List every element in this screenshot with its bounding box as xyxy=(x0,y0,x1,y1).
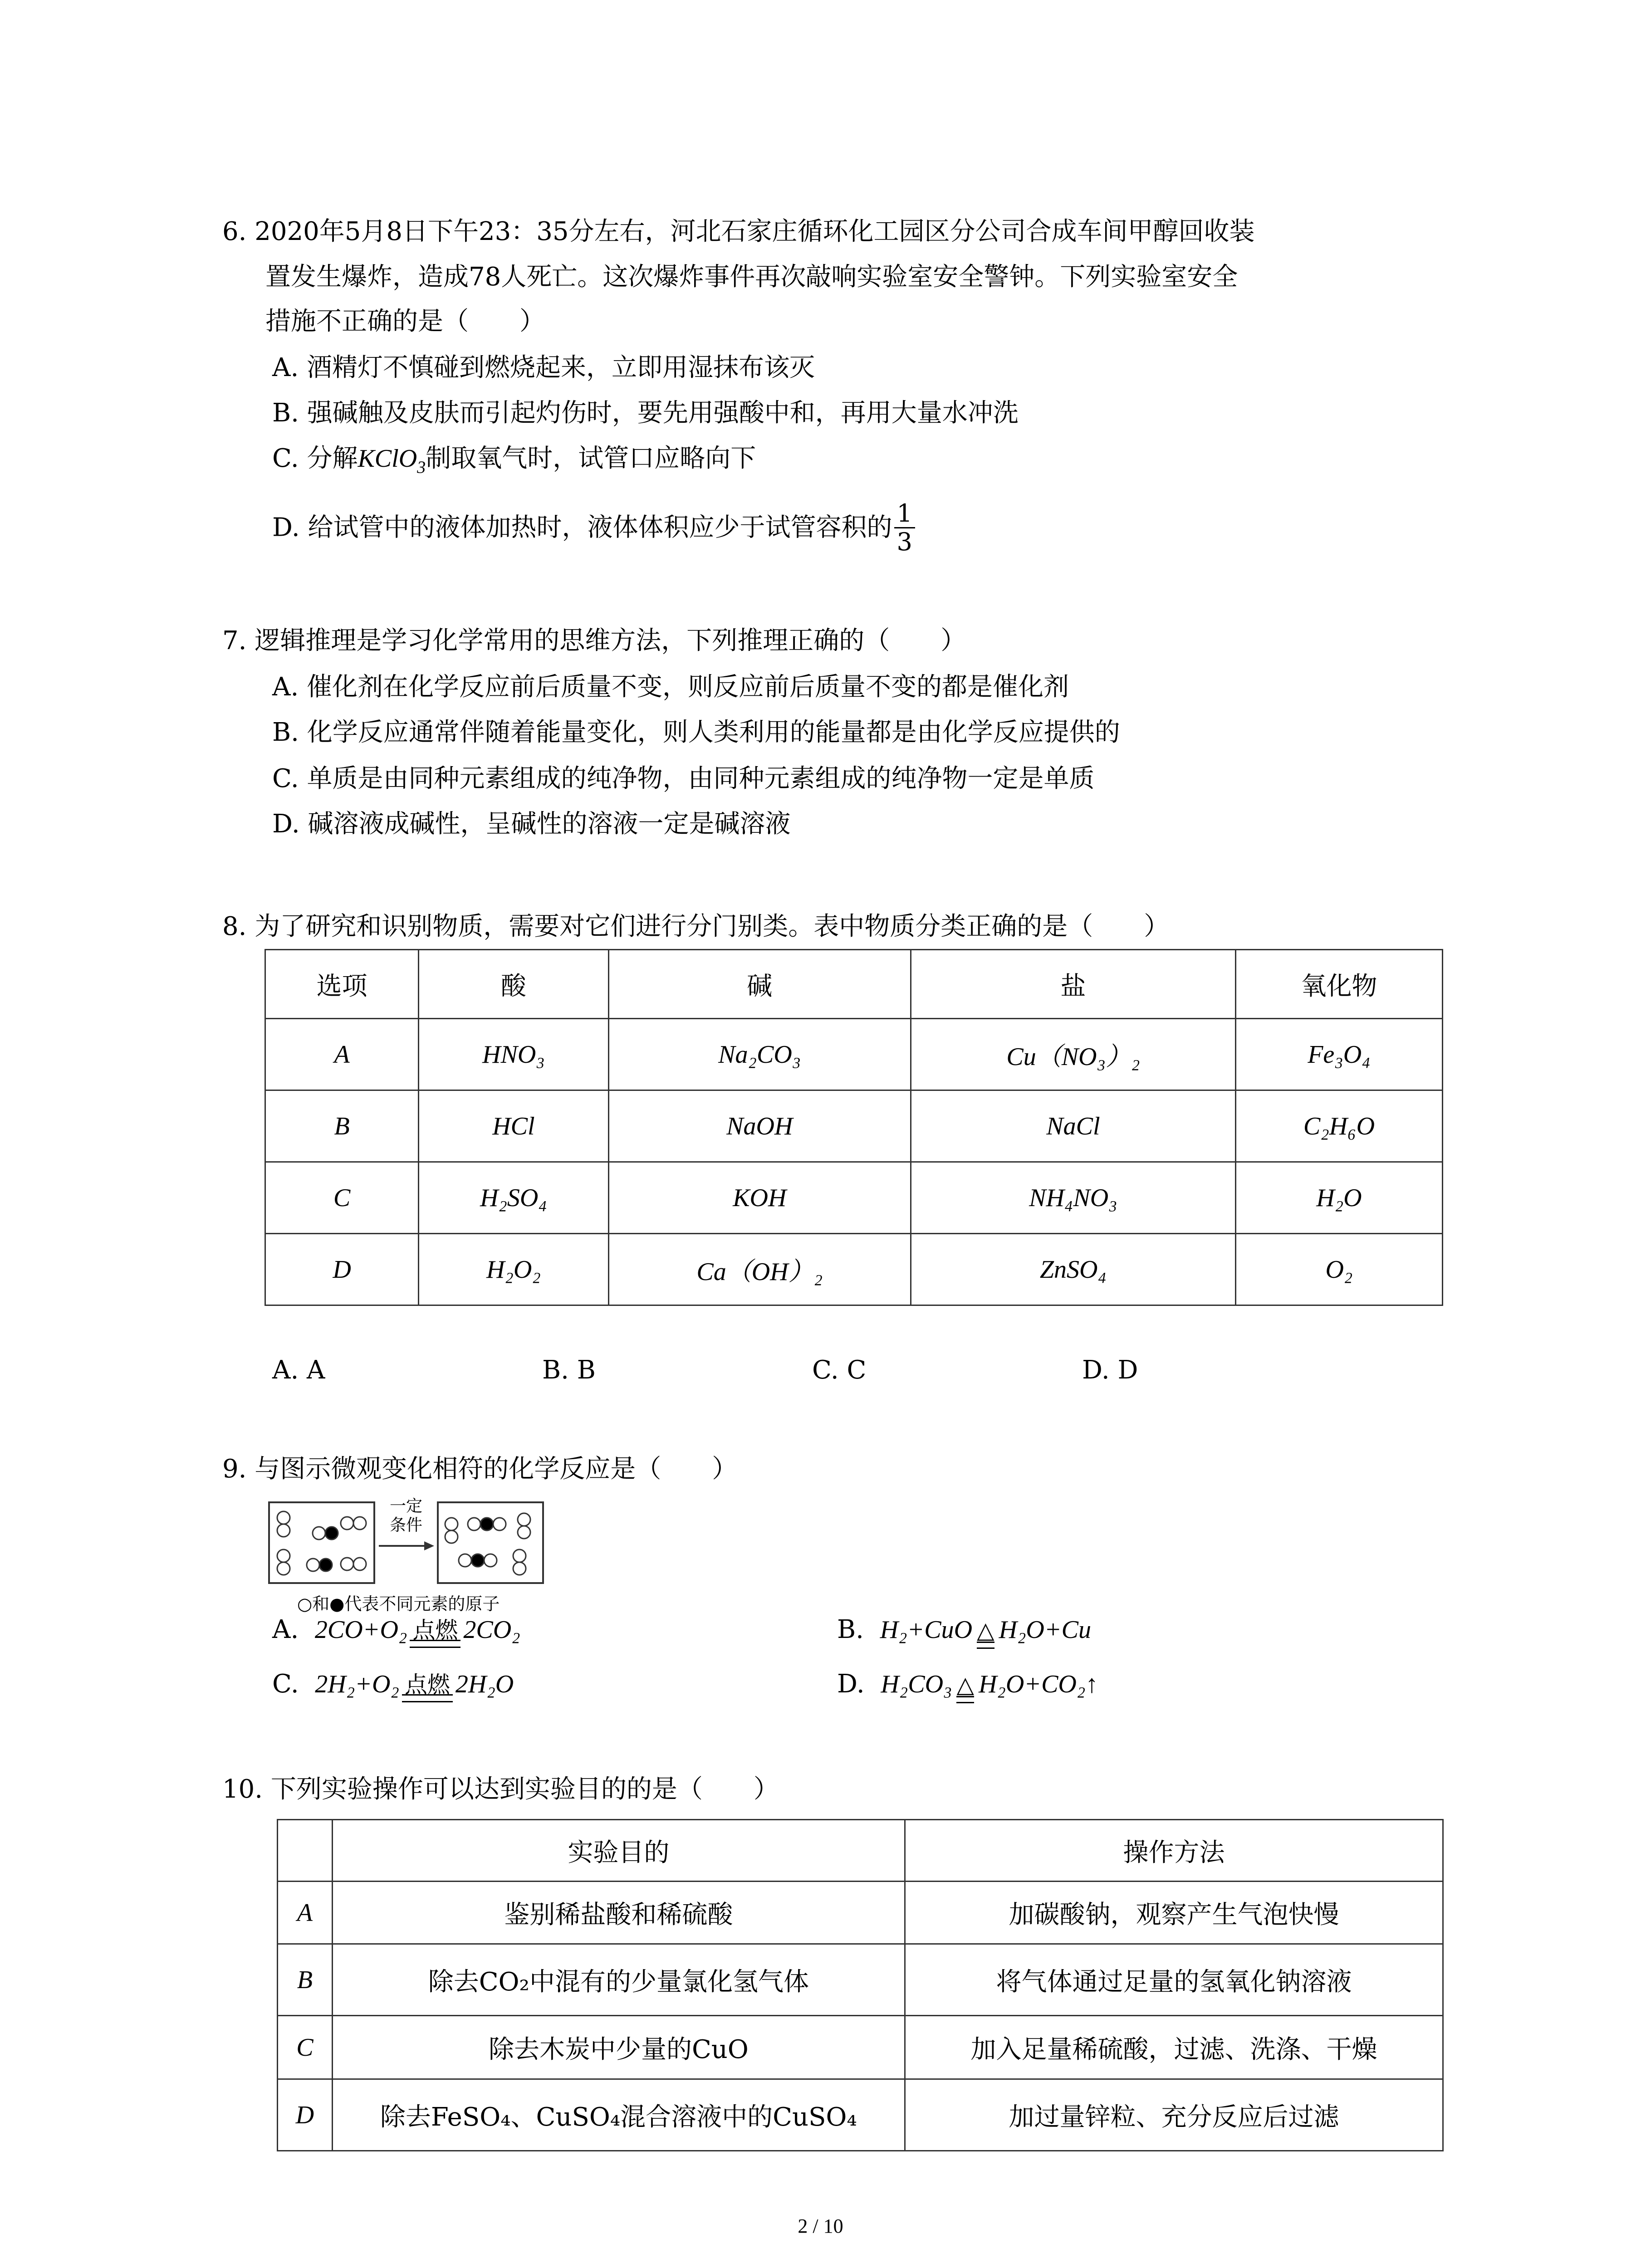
ignition-condition: 点燃 xyxy=(410,1618,460,1648)
table-cell: 加碳酸钠，观察产生气泡快慢 xyxy=(905,1882,1443,1944)
q6-option-b: B. 强碱触及皮肤而引起灼伤时，要先用强酸中和，再用大量水冲洗 xyxy=(272,398,1019,428)
table-cell: 加过量锌粒、充分反应后过滤 xyxy=(905,2079,1443,2151)
q6-option-c: C. 分解KClO$_3$制取氧气时，试管口应略向下 xyxy=(272,444,756,477)
table-row xyxy=(265,1090,1443,1162)
q8-option-b: B. B xyxy=(542,1355,596,1385)
q8-option-a: A. A xyxy=(272,1355,325,1385)
table-cell: H₂O xyxy=(1235,1162,1442,1234)
table-cell: C xyxy=(278,2016,333,2079)
table-cell: D xyxy=(265,1234,419,1305)
table-cell: A xyxy=(278,1882,333,1944)
q9-option-c: C. 2H₂+O₂ 点燃 2H₂O xyxy=(272,1669,514,1702)
table-cell: Fe₃O₄ xyxy=(1235,1019,1442,1090)
page-number: 2 / 10 xyxy=(798,2215,843,2237)
table-row xyxy=(265,1162,1443,1234)
table-header-cell: 氧化物 xyxy=(1235,950,1442,1019)
table-header-cell: 酸 xyxy=(419,950,608,1019)
q7-option-c: C. 单质是由同种元素组成的纯净物，由同种元素组成的纯净物一定是单质 xyxy=(272,764,1095,793)
table-row xyxy=(265,1019,1443,1090)
table-header-cell: 盐 xyxy=(911,950,1235,1019)
table-row xyxy=(278,1882,1443,1944)
table-cell: B xyxy=(278,1944,333,2016)
table-cell: KOH xyxy=(608,1162,911,1234)
ignition-condition: 点燃 xyxy=(402,1672,453,1702)
table-cell: 除去CO₂中混有的少量氯化氢气体 xyxy=(332,1944,905,2016)
table-cell: HCl xyxy=(419,1090,608,1162)
q9-option-a: A. 2CO+O₂ 点燃 2CO₂ xyxy=(272,1615,520,1648)
table-cell: ZnSO₄ xyxy=(911,1234,1235,1305)
table-cell: H₂O₂ xyxy=(419,1234,608,1305)
diagram-caption: ○和●代表不同元素的原子 xyxy=(297,1594,500,1614)
table-cell: NH₄NO₃ xyxy=(911,1162,1235,1234)
q8-classification-table xyxy=(265,949,1443,1306)
q8-stem: 8. 为了研究和识别物质，需要对它们进行分门别类。表中物质分类正确的是（ ） xyxy=(222,912,1170,941)
fraction-one-third: $\frac{1}{3}$ xyxy=(894,500,915,556)
table-cell: Ca（OH）₂ xyxy=(608,1234,911,1305)
heat-condition: △ xyxy=(977,1619,994,1649)
q7-option-b: B. 化学反应通常伴随着能量变化，则人类利用的能量都是由化学反应提供的 xyxy=(272,718,1120,747)
q10-stem: 10. 下列实验操作可以达到实验目的的是（ ） xyxy=(222,1774,779,1804)
table-header-cell: 操作方法 xyxy=(905,1820,1443,1882)
q6-option-d: D. 给试管中的液体加热时，液体体积应少于试管容积的 $\frac{1}{3}$ xyxy=(272,500,915,556)
q9-stem: 9. 与图示微观变化相符的化学反应是（ ） xyxy=(222,1454,738,1484)
reaction-condition-label: 一定 条件 xyxy=(389,1497,422,1535)
q7-stem: 7. 逻辑推理是学习化学常用的思维方法，下列推理正确的（ ） xyxy=(222,626,966,655)
q6-option-a: A. 酒精灯不慎碰到燃烧起来，立即用湿抹布该灭 xyxy=(272,353,815,382)
q8-option-c: C. C xyxy=(812,1355,867,1385)
table-cell: H₂SO₄ xyxy=(419,1162,608,1234)
q7-option-a: A. 催化剂在化学反应前后质量不变，则反应前后质量不变的都是催化剂 xyxy=(272,672,1069,702)
table-cell: 除去木炭中少量的CuO xyxy=(332,2016,905,2079)
table-cell: 加入足量稀硫酸，过滤、洗涤、干燥 xyxy=(905,2016,1443,2079)
table-cell: Na₂CO₃ xyxy=(608,1019,911,1090)
table-cell: O₂ xyxy=(1235,1234,1442,1305)
microscopic-reaction-diagram xyxy=(265,1497,583,1619)
q6-line3: 措施不正确的是（ ） xyxy=(265,307,545,336)
q6-line1: 6. 2020年5月8日下午23：35分左右，河北石家庄循环化工园区分公司合成车间甲醇回收装 xyxy=(222,217,1255,246)
table-cell: 将气体通过足量的氢氧化钠溶液 xyxy=(905,1944,1443,2016)
heat-condition: △ xyxy=(956,1673,974,1703)
table-cell: A xyxy=(265,1019,419,1090)
table-cell: 鉴别稀盐酸和稀硫酸 xyxy=(332,1882,905,1944)
table-header-row xyxy=(265,950,1443,1019)
table-header-cell xyxy=(278,1820,333,1882)
table-row xyxy=(278,2079,1443,2151)
table-header-cell: 实验目的 xyxy=(332,1820,905,1882)
table-cell: C₂H₆O xyxy=(1235,1090,1442,1162)
table-row xyxy=(278,1944,1443,2016)
table-cell: NaOH xyxy=(608,1090,911,1162)
table-cell: NaCl xyxy=(911,1090,1235,1162)
table-header-cell: 选项 xyxy=(265,950,419,1019)
q7-option-d: D. 碱溶液成碱性，呈碱性的溶液一定是碱溶液 xyxy=(272,809,791,839)
table-cell: Cu（NO₃）₂ xyxy=(911,1019,1235,1090)
table-header-cell: 碱 xyxy=(608,950,911,1019)
table-cell: C xyxy=(265,1162,419,1234)
table-row xyxy=(278,2016,1443,2079)
q10-experiment-table xyxy=(277,1819,1444,2151)
table-cell: D xyxy=(278,2079,333,2151)
table-header-row xyxy=(278,1820,1443,1882)
q8-option-d: D. D xyxy=(1082,1355,1138,1385)
q9-option-d: D. H₂CO₃ △ H₂O+CO₂↑ xyxy=(837,1669,1098,1703)
q6-line2: 置发生爆炸，造成78人死亡。这次爆炸事件再次敲响实验室安全警钟。下列实验室安全 xyxy=(265,262,1238,292)
table-cell: 除去FeSO₄、CuSO₄混合溶液中的CuSO₄ xyxy=(332,2079,905,2151)
table-cell: B xyxy=(265,1090,419,1162)
table-cell: HNO₃ xyxy=(419,1019,608,1090)
q9-option-b: B. H₂+CuO △ H₂O+Cu xyxy=(837,1615,1091,1649)
table-row xyxy=(265,1234,1443,1305)
